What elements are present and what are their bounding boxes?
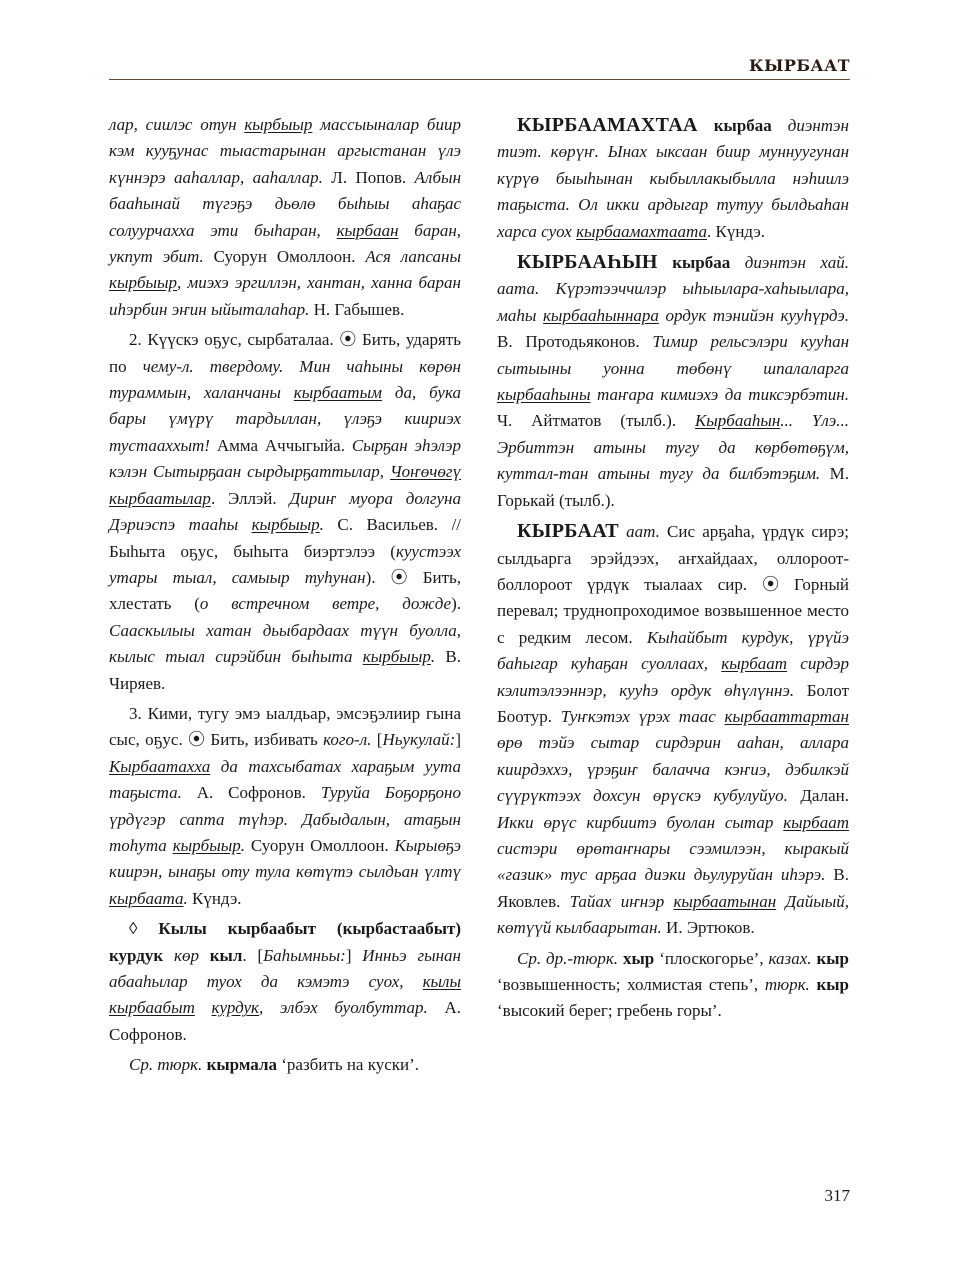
text: баран, укпут эбит. <box>109 220 461 267</box>
cross-ref-word: кырбаа <box>697 116 772 135</box>
text: . <box>319 515 324 535</box>
underlined-word: кырбаат <box>721 654 788 674</box>
text: . <box>430 647 436 667</box>
entry-etymology <box>497 946 849 1025</box>
source-ref: Далан. <box>787 786 849 806</box>
text: 3. Кими, тугу эмэ ыалдьар, эмсэҕэлиир гына сыс, оҕус. ⦿ Бить, избивать <box>109 703 461 750</box>
right-column <box>497 112 849 1025</box>
underlined-word: Кырбааһын <box>694 411 781 431</box>
source-ref: А. Софронов. <box>109 998 461 1044</box>
text: ] <box>345 945 363 965</box>
underlined-word: кырбаат <box>783 812 849 832</box>
source-ref: В. Протодьяконов. <box>497 332 653 352</box>
text: , элбэх буолбуттар. <box>258 998 428 1018</box>
definition: Сис арҕаһа, үрдүк сирэ; сылдьарга эрэйдээх, аҥхайдаах, оллороот-боллороот үрдүк тыалаах сир. ⦿ Горный перевал; труднопроходимое возвышенное место с редким лесом. <box>497 522 849 647</box>
text: көр <box>163 945 210 965</box>
source-ref: С. Васильев. // Быһыта оҕус, быһыта биэртэлээ ( <box>109 515 461 561</box>
etymon: кыр <box>809 975 849 994</box>
underlined-word: кырбыыр <box>172 835 241 855</box>
headword: КЫРБААҺЫН <box>517 251 658 274</box>
text: диэнтэн хай. аата. Күрэтээччилэр ыһыылара-хаһыылара, маһы <box>497 253 849 325</box>
text: массыыналар биир кэм кууҕунас тыастарынан аргыстанан үлэ күннэрэ ааһаллар, ааһаллар. <box>109 115 461 187</box>
underlined-word: кырбааһыны <box>497 385 591 405</box>
text: 2. Күүскэ оҕус, сырбаталаа. ⦿ Бить, ударять по <box>109 330 461 376</box>
source-ref: Л. Попов. <box>322 167 415 187</box>
source-ref: В. Яковлев. <box>497 865 850 911</box>
text: Туруйа Боҕорҕоно үрдүгэр сапта түһэр. Дабыдалын, атаҕын тоһута <box>109 783 461 855</box>
underlined-word: кырбыыр <box>362 647 431 667</box>
underlined-word: Кырбаатахха <box>109 756 211 776</box>
underlined-word: кырбаатылар <box>109 488 211 508</box>
underlined-word: кырбыыр <box>244 115 313 134</box>
text: Ср. тюрк. <box>129 1055 203 1075</box>
entry-kyrbaat <box>497 518 849 942</box>
text: ‘разбить на куски’. <box>276 1055 420 1075</box>
text: ). ⦿ Бить, хлестать ( <box>109 567 461 614</box>
underlined-word: кырбаан <box>336 220 399 240</box>
text: о встречном ветре, дожде <box>199 594 452 614</box>
underlined-word: кырбааһыннара <box>542 305 659 325</box>
underlined-word: кырбаамахтаата <box>576 221 707 241</box>
text: өрө тэйэ сытар сирдэрин ааһан, аллара киирдэххэ, үрэҕиҥ балачча кэҥиэ, дэбилкэй сүүрүктээх дохсун өрүскэ кубулуйуо. <box>497 733 849 806</box>
cross-ref-word: кыл <box>209 945 243 965</box>
source-ref: Н. Габышев. <box>309 299 405 319</box>
left-paragraph-etymology <box>109 1052 461 1078</box>
text: Кыһайбыт курдук, үрүйэ баһыгар куһаҕан суоллаах, <box>497 627 850 674</box>
underlined-word: кырбыыр <box>109 273 178 293</box>
source-ref: А. Софронов. <box>181 783 321 803</box>
text: да тахсыбатах хараҕым уута таҕыста. <box>109 756 461 803</box>
text: Ася лапсаны <box>365 247 461 267</box>
text: Кырыөҕэ киирэн, ынаҕы оту тула көтүтэ сылдьан үлтү <box>109 835 461 882</box>
underlined-word: кырбаатым <box>293 383 382 403</box>
left-column <box>109 112 461 1079</box>
text <box>195 998 212 1017</box>
text: Дайыый, көтүүй кылбаарытан. <box>497 891 850 938</box>
text: ‘плоскогорье’, <box>654 948 769 968</box>
text: диэнтэн тиэт. көрүҥ. Ынах ыксаан биир муннуугунан күрүө быыһынан кыбыллакыбылла нэһиилэ таҕыста. Ол икки ардыгар тутуу былдьаһан харса суох <box>497 116 849 241</box>
underlined-word: Чоҥөчөгү <box>389 462 461 482</box>
underlined-word: кырбаабыт <box>109 998 195 1018</box>
left-paragraph-2 <box>109 327 461 697</box>
text: . [ <box>242 945 264 965</box>
etymon: кырмала <box>202 1055 277 1075</box>
text: казах. <box>768 948 812 968</box>
underlined-word: кырбаата <box>109 888 184 908</box>
text: кого-л. <box>323 730 372 750</box>
left-paragraph-1 <box>109 112 461 323</box>
text: . <box>240 835 245 855</box>
text: Албын бааһынай түгэҕэ дьөлө быһыы аһаҕас солуурчахха эти быһаран, <box>109 167 462 240</box>
text: , миэхэ эргиллэн, хантан, ханна баран иһэрбин эҥин ыйыталаһар. <box>109 273 461 319</box>
text: тюрк. <box>764 975 810 994</box>
source-ref: Амма Аччыгыйа. <box>209 435 352 455</box>
text: . Эллэй. <box>210 488 290 508</box>
text: ] <box>455 730 461 750</box>
cross-ref-word: кырбаа <box>657 253 731 273</box>
left-paragraph-3 <box>109 701 461 912</box>
text: Сааскылыы хатан дьыбардаах түүн буолла, кылыс тыал сирэйбин быһыта <box>109 620 461 667</box>
text: сирдэр кэлитэлээннэр, кууһэ ордук өһүлүннэ. <box>497 654 849 700</box>
text: Инньэ гынан абааһылар туох да кэмэтэ суох, <box>109 945 461 991</box>
text: Баһымньы: <box>263 945 346 965</box>
text: Тимир рельсэлэри кууһан сытыыны уонна төбөнү шпалаларга <box>497 332 849 378</box>
left-paragraph-idiom <box>109 916 461 1048</box>
source-ref: Суорун Омоллоон. <box>244 835 395 855</box>
underlined-word: кырбыыр <box>251 515 320 535</box>
text: Ньукулай: <box>382 730 456 750</box>
page-number: 317 <box>824 1186 850 1205</box>
source-ref: Болот Боотур. <box>497 680 849 726</box>
part-of-speech: аат. <box>618 522 660 542</box>
text: Икки өрүс кирбиитэ буолан сытар <box>497 812 784 832</box>
text: ‘возвышенность; холмистая степь’, <box>497 975 765 994</box>
idiom-headword: Кылы кырбаабыт (кырбастаабыт) курдук <box>109 919 461 965</box>
text: ... Үлэ... Эрбиттэн атыны тугу да көрбөтөҕүм, куттал-тан атыны тугу да билбэтэҕим. <box>497 411 849 484</box>
etymon: хыр <box>618 948 655 968</box>
running-header: КЫРБААТ <box>749 56 850 75</box>
text: [ <box>371 730 383 750</box>
underlined-word: курдук <box>211 998 259 1018</box>
source-ref: . Күндэ. <box>707 221 766 241</box>
text: ордук тэнийэн кууһүрдэ. <box>658 305 849 325</box>
etymon: кыр <box>811 948 849 968</box>
source-ref: Күндэ. <box>187 888 242 908</box>
header-rule <box>109 79 850 80</box>
underlined-word: кылы <box>422 972 461 991</box>
diamond-icon: ◊ <box>129 919 159 939</box>
underlined-word: кырбааттартан <box>724 706 849 726</box>
text: систэри өрөтаҥнары сээмилээн, кыракый «газик» тус арҕаа диэки дьулуруйан иһэрэ. <box>497 838 849 885</box>
text: Туҥкэтэх үрэх таас <box>560 706 725 726</box>
text: . <box>183 888 188 908</box>
text: чему-л. твердому. Мин чаһыны көрөн тураммын, халанчаны <box>109 356 461 403</box>
text: Тайах иҥнэр <box>569 891 674 911</box>
text: Дириҥ муора долгуна Дэриэспэ тааһы <box>109 488 461 535</box>
text: Сырҕан эһэлэр кэлэн Сытырҕаан сырдырҕаттылар, <box>109 435 461 482</box>
text: лар, сиилэс отун <box>109 115 245 134</box>
text: ‘высокий берег; гребень горы’. <box>497 1001 722 1021</box>
text: куустээх утары тыал, самыыр туһунан <box>109 541 461 587</box>
source-ref: И. Эртюков. <box>661 918 755 938</box>
text: ). <box>451 594 461 614</box>
underlined-word: кырбаатынан <box>673 891 777 911</box>
entry-kyrbaamakhtaa <box>497 112 849 245</box>
text: да, бука бары үмүрү тардыллан, үлэҕэ киириэх тустааххыт! <box>109 383 461 455</box>
text: таҥара кимиэхэ да тиксэрбэтин. <box>590 385 849 405</box>
text: Ср. др.-тюрк. <box>517 948 619 968</box>
headword: КЫРБААТ <box>517 520 619 543</box>
source-ref: М. Горькай (тылб.). <box>497 464 849 510</box>
source-ref: Ч. Айтматов (тылб.). <box>497 411 695 431</box>
entry-kyrbaahyn <box>497 249 849 514</box>
headword: КЫРБААМАХТАА <box>517 114 698 136</box>
source-ref: Суорун Омоллоон. <box>203 247 366 267</box>
source-ref: В. Чиряев. <box>109 647 462 693</box>
